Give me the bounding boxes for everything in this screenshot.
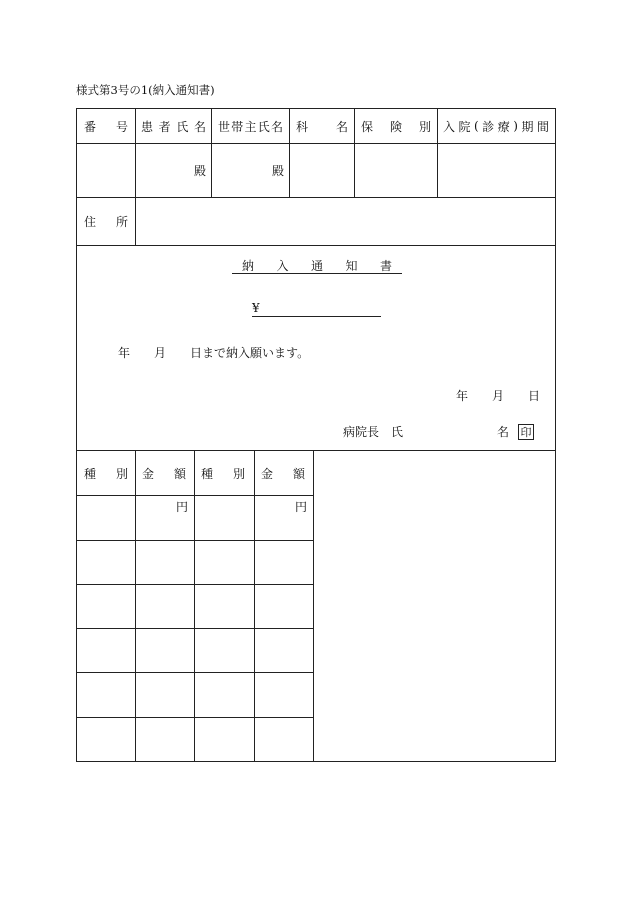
breakdown-kind-header-2: 種 別 <box>201 466 245 481</box>
header-number: 番 号 <box>84 119 128 134</box>
yen-symbol: ¥ <box>252 301 260 315</box>
amount-field <box>252 300 381 317</box>
notice-title: 納 入 通 知 書 <box>232 258 402 274</box>
yen-unit-2: 円 <box>295 499 308 514</box>
address-label: 住 所 <box>84 214 128 229</box>
breakdown-kind-header-1: 種 別 <box>84 466 128 481</box>
patient-honorific: 殿 <box>194 163 207 178</box>
breakdown-amount-header-1: 金 額 <box>142 466 186 481</box>
header-department: 科 名 <box>296 119 348 134</box>
form-title: 様式第3号の1(納入通知書) <box>76 83 215 97</box>
name-suffix: 名 <box>497 424 510 439</box>
hospital-director-label: 病院長 氏 <box>343 424 404 439</box>
header-admission-period: 入 院 ( 診 療 ) 期 間 <box>443 119 549 134</box>
due-date-line: 年 月 日まで納入願います。 <box>118 345 310 360</box>
breakdown-amount-header-2: 金 額 <box>261 466 305 481</box>
seal-mark: 印 <box>518 424 534 440</box>
header-household-head: 世 帯 主 氏 名 <box>218 119 283 134</box>
header-insurance-type: 保 険 別 <box>361 119 431 134</box>
issue-date-line: 年 月 日 <box>456 388 541 403</box>
household-honorific: 殿 <box>272 163 285 178</box>
header-patient-name: 患 者 氏 名 <box>141 119 206 134</box>
yen-unit-1: 円 <box>176 499 189 514</box>
